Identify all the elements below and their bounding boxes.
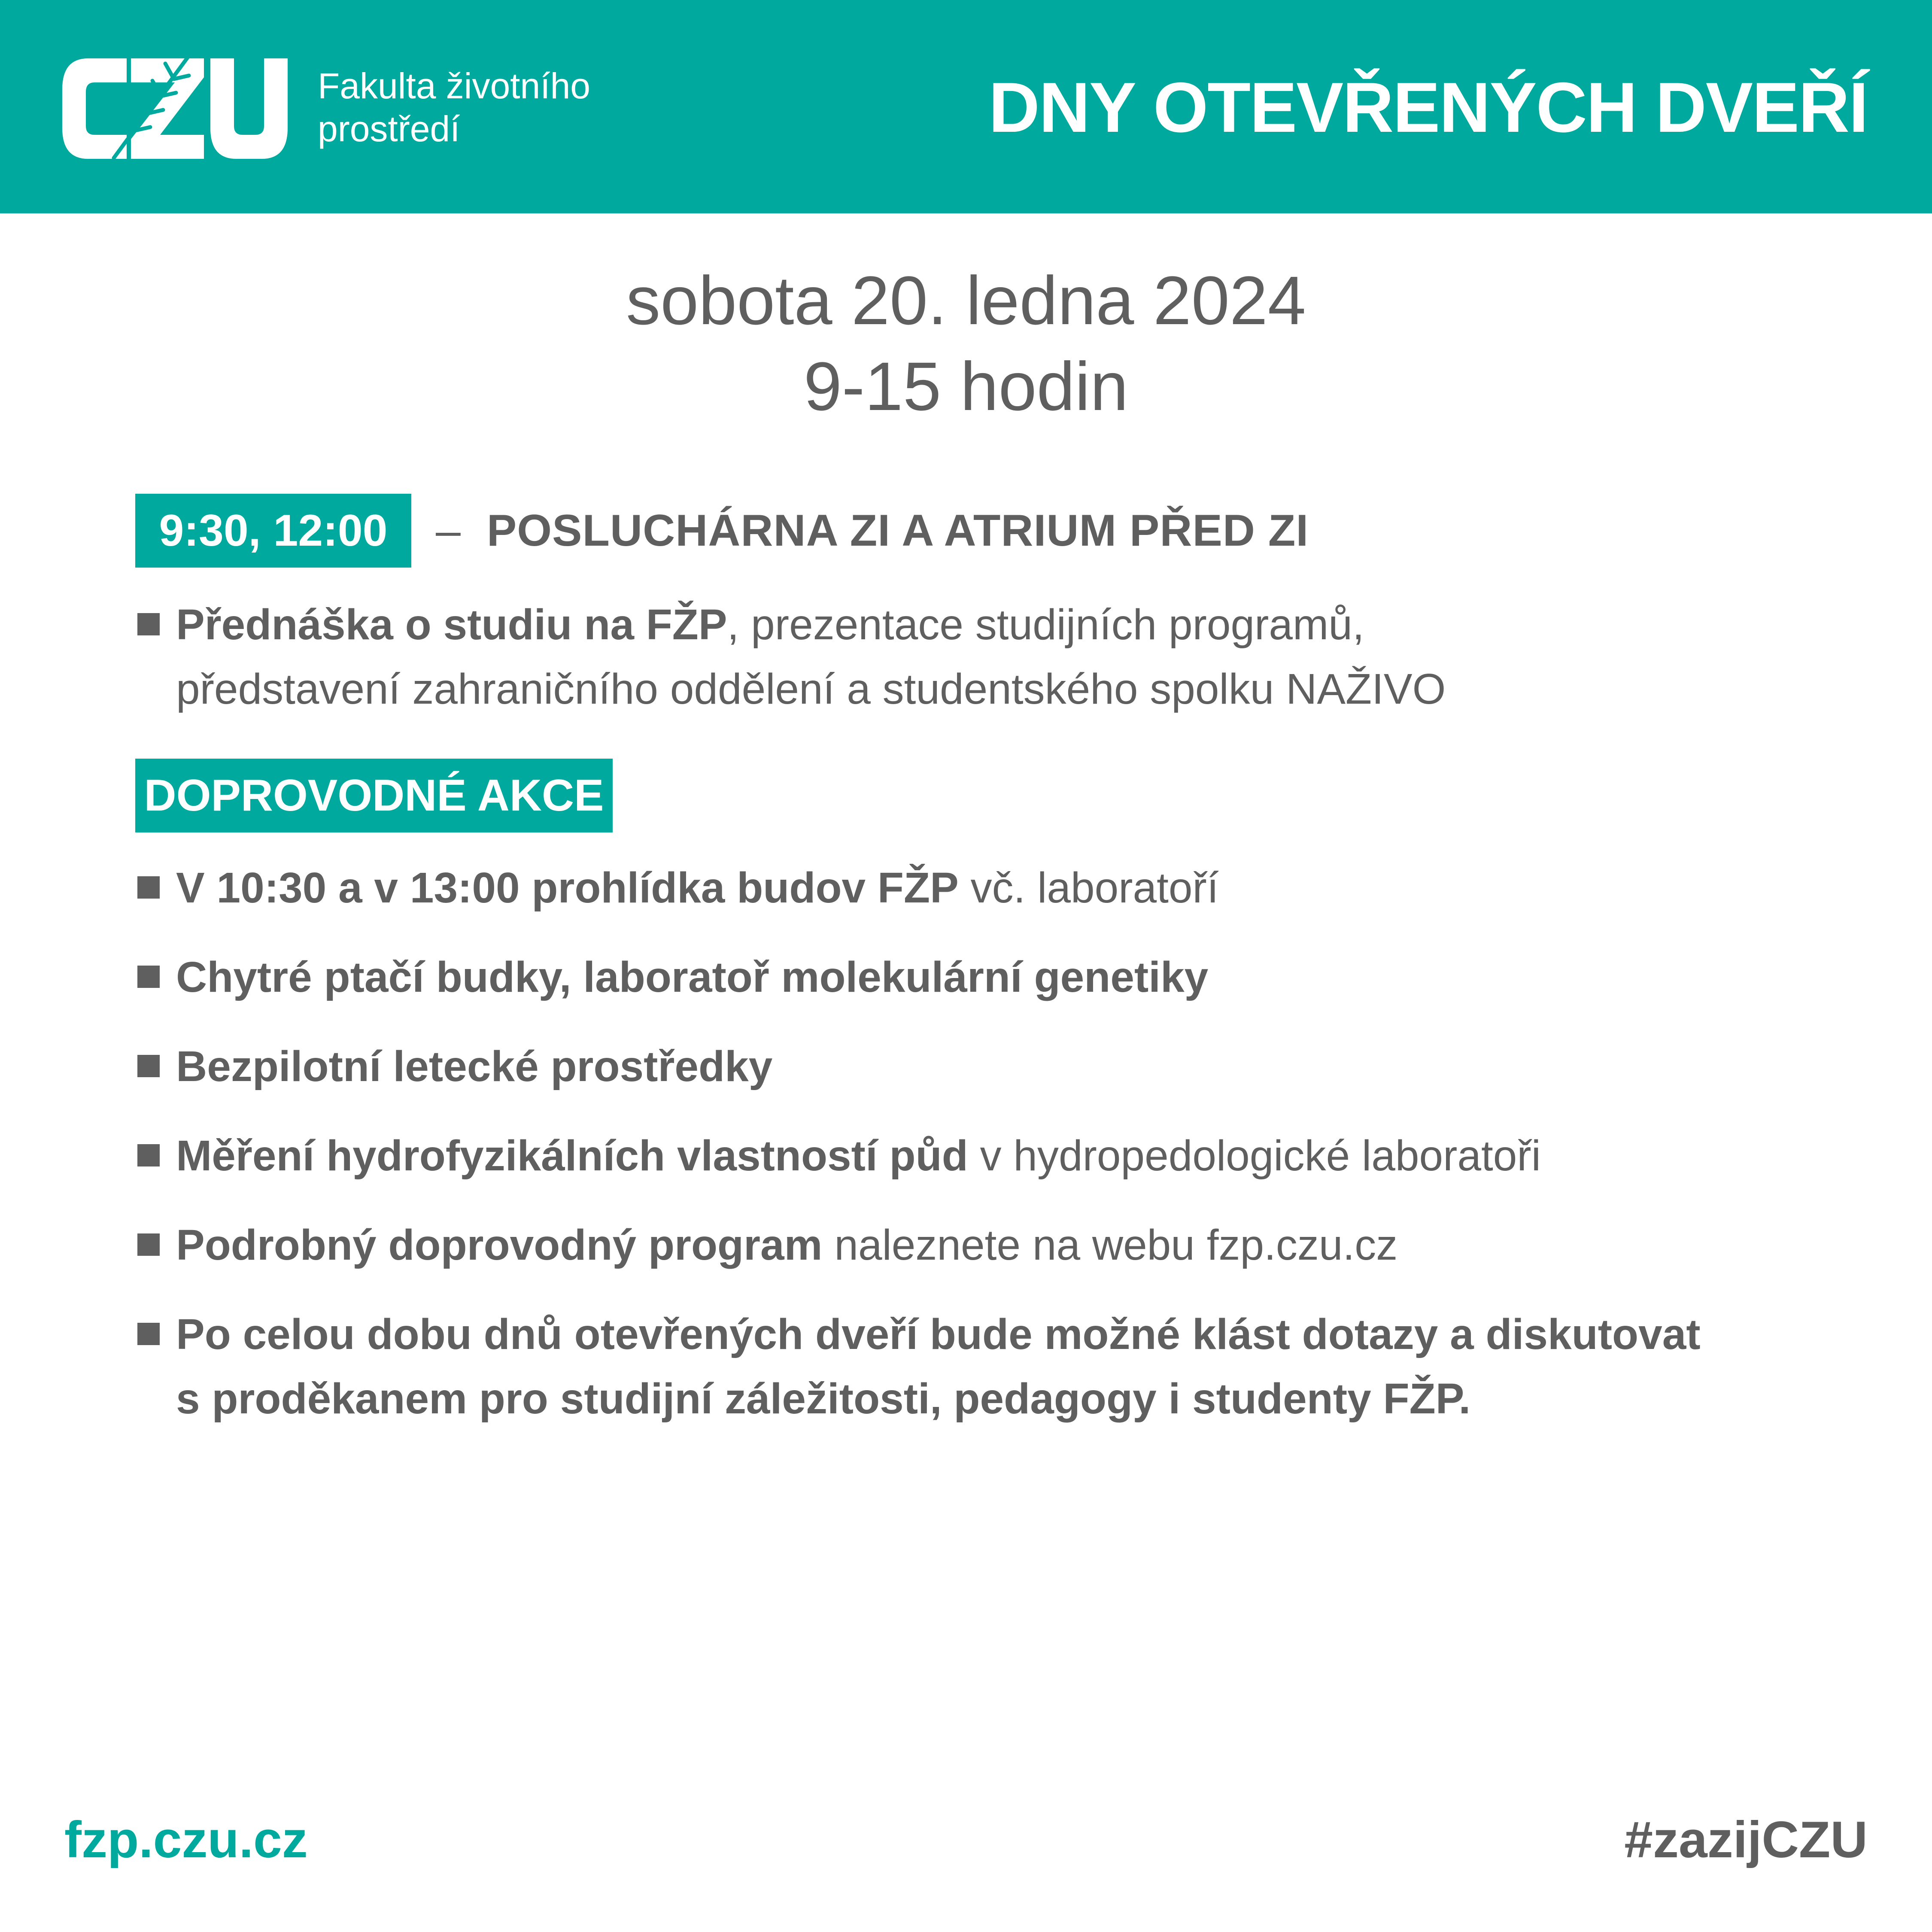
hashtag: #zazijCZU	[1624, 1811, 1868, 1868]
lecture-item-bold: Přednáška o studiu na FŽP	[176, 601, 727, 649]
side-events-heading: DOPROVODNÉ AKCE	[135, 759, 613, 832]
square-bullet-icon	[137, 1323, 160, 1345]
square-bullet-icon	[137, 966, 160, 988]
lecture-venue	[436, 494, 1309, 568]
side-event-rest: v hydropedologické laboratoři	[968, 1132, 1541, 1180]
event-date	[0, 258, 1932, 429]
side-event-rest: naleznete na webu fzp.czu.cz	[822, 1221, 1398, 1269]
czu-logo	[62, 51, 288, 163]
side-event-rest: vč. laboratoří	[958, 864, 1219, 912]
venue-name: POSLUCHÁRNA ZI A ATRIUM PŘED ZI	[486, 506, 1309, 556]
lecture-item-line2: představení zahraničního oddělení a studentského spolku NAŽIVO	[176, 665, 1446, 713]
side-event-bold: Měření hydrofyzikálních vlastností půd	[176, 1132, 968, 1180]
venue-dash: –	[436, 506, 461, 556]
square-bullet-icon	[137, 613, 160, 635]
faculty-name	[318, 64, 590, 150]
lecture-times-badge: 9:30, 12:00	[135, 494, 411, 568]
square-bullet-icon	[137, 1144, 160, 1166]
side-event-bold: Bezpilotní letecké prostředky	[176, 1042, 773, 1091]
faculty-name-line2: prostředí	[318, 109, 460, 149]
square-bullet-icon	[137, 876, 160, 899]
square-bullet-icon	[137, 1233, 160, 1256]
square-bullet-icon	[137, 1055, 160, 1077]
lecture-item-rest: , prezentace studijních programů,	[727, 601, 1364, 649]
side-event-bold-line2: s proděkanem pro studijní záležitosti, pedagogy i studenty FŽP.	[176, 1375, 1471, 1423]
side-event-bold-line1: Po celou dobu dnů otevřených dveří bude možné klást dotazy a diskutovat	[176, 1310, 1701, 1358]
faculty-name-line1: Fakulta životního	[318, 66, 591, 106]
event-hours: 9-15 hodin	[803, 348, 1129, 425]
event-day: sobota 20. ledna 2024	[626, 262, 1306, 339]
side-event-bold: Chytré ptačí budky, laboratoř molekulární genetiky	[176, 953, 1209, 1001]
side-event-bold: V 10:30 a v 13:00 prohlídka budov FŽP	[176, 864, 959, 912]
header-bar	[0, 0, 1932, 213]
side-event-bold: Podrobný doprovodný program	[176, 1221, 823, 1269]
event-title: DNY OTEVŘENÝCH DVEŘÍ	[988, 68, 1868, 147]
website-link[interactable]: fzp.czu.cz	[64, 1811, 308, 1868]
